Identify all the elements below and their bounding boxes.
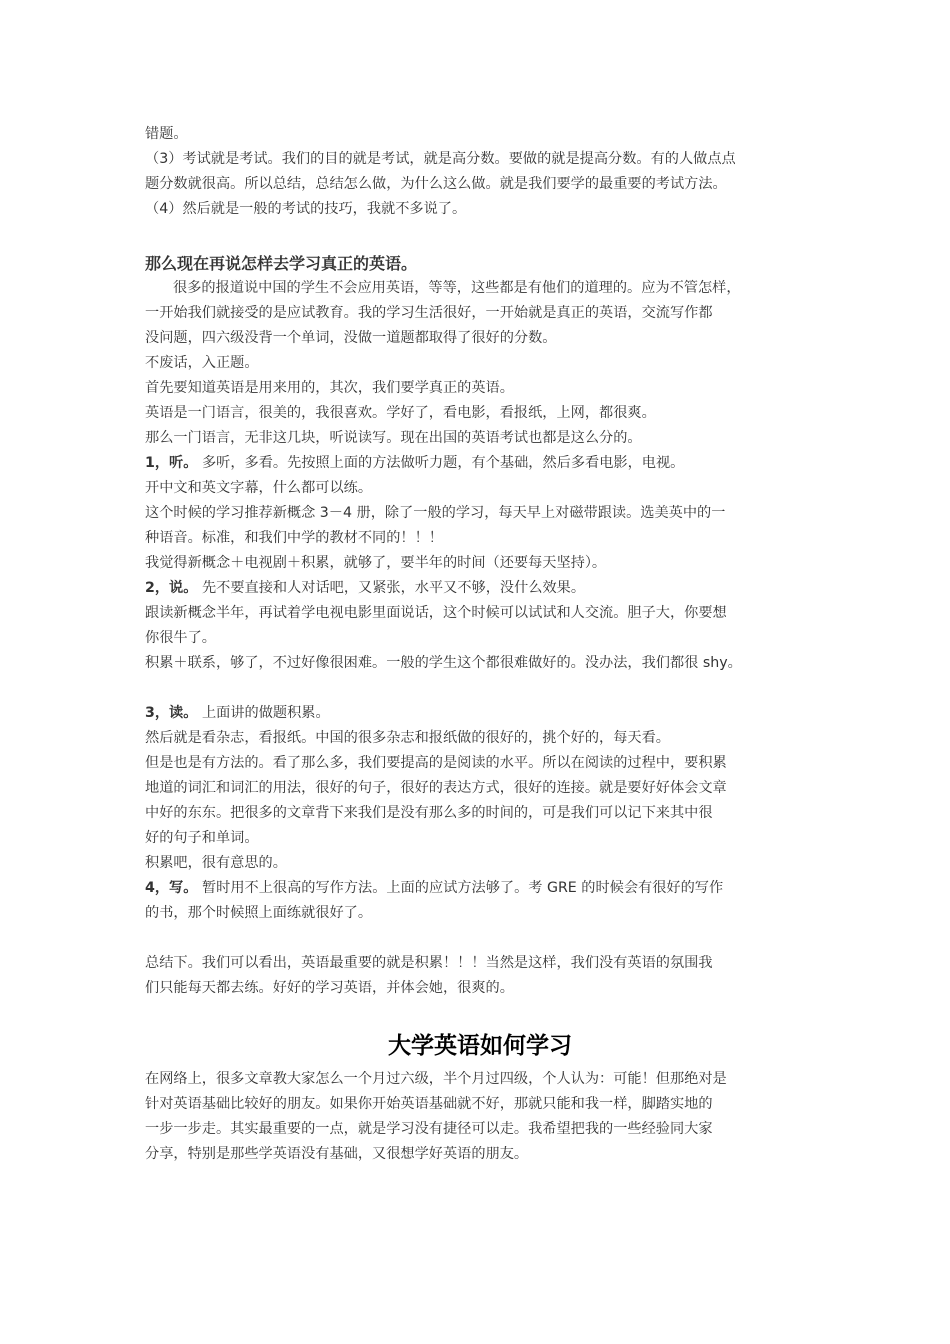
speak-line: [145, 576, 815, 601]
text-line: 地道的词汇和词汇的用法，很好的句子，很好的表达方式，很好的连接。就是要好好体会文章: [145, 780, 727, 796]
spacer: [145, 676, 815, 701]
text-line: 一步一步走。其实最重要的一点，就是学习没有捷径可以走。我希望把我的一些经验同大家: [145, 1121, 713, 1137]
text-line: 你很牛了。: [145, 630, 216, 646]
text-line: 错题。: [145, 126, 188, 142]
text-line: （3）考试就是考试。我们的目的就是考试，就是高分数。要做的就是提高分数。有的人做点点: [145, 151, 736, 167]
text-line: 中好的东东。把很多的文章背下来我们是没有那么多的时间的，可是我们可以记下来其中很: [145, 805, 713, 821]
text-line: 然后就是看杂志，看报纸。中国的很多杂志和报纸做的很好的，挑个好的，每天看。: [145, 730, 670, 746]
text-line: 积累＋联系，够了，不过好像很困难。一般的学生这个都很难做好的。没办法，我们都很 shy。: [145, 655, 742, 671]
read-label: 3，读。: [145, 705, 198, 721]
write-line: [145, 876, 815, 901]
write-text: 暂时用不上很高的写作方法。上面的应试方法够了。考 GRE 的时候会有很好的写作: [197, 880, 724, 896]
text-line: 那么一门语言，无非这几块，听说读写。现在出国的英语考试也都是这么分的。: [145, 430, 642, 446]
text-line: 在网络上，很多文章教大家怎么一个月过六级，半个月过四级，个人认为：可能！但那绝对是: [145, 1071, 727, 1087]
read-line: [145, 701, 815, 726]
spacer: [145, 926, 815, 951]
text-line: 的书，那个时候照上面练就很好了。: [145, 905, 373, 921]
spacer: [145, 222, 815, 247]
text-line: 分享，特别是那些学英语没有基础，又很想学好英语的朋友。: [145, 1146, 529, 1162]
document-body: [145, 122, 815, 1167]
write-label: 4，写。: [145, 880, 198, 896]
text-line: 这个时候的学习推荐新概念 3－4 册，除了一般的学习，每天早上对磁带跟读。选美英中的一: [145, 505, 726, 521]
listen-label: 1，听。: [145, 455, 198, 471]
speak-text: 先不要直接和人对话吧，又紧张，水平又不够，没什么效果。: [197, 580, 586, 596]
text-line: 积累吧，很有意思的。: [145, 855, 287, 871]
text-line: 没问题，四六级没背一个单词，没做一道题都取得了很好的分数。: [145, 330, 557, 346]
text-line: 不废话，入正题。: [145, 355, 259, 371]
text-line: 针对英语基础比较好的朋友。如果你开始英语基础就不好，那就只能和我一样，脚踏实地的: [145, 1096, 713, 1112]
text-line: 总结下。我们可以看出，英语最重要的就是积累！！！当然是这样，我们没有英语的氛围我: [145, 955, 713, 971]
text-line: 首先要知道英语是用来用的，其次，我们要学真正的英语。: [145, 380, 514, 396]
speak-label: 2，说。: [145, 580, 198, 596]
listen-text: 多听，多看。先按照上面的方法做听力题，有个基础，然后多看电影，电视。: [197, 455, 685, 471]
text-line: 好的句子和单词。: [145, 830, 259, 846]
read-text: 上面讲的做题积累。: [197, 705, 330, 721]
text-line: 很多的报道说中国的学生不会应用英语，等等，这些都是有他们的道理的。应为不管怎样，: [173, 280, 741, 296]
text-line: 但是也是有方法的。看了那么多，我们要提高的是阅读的水平。所以在阅读的过程中，要积累: [145, 755, 727, 771]
text-line: 开中文和英文字幕，什么都可以练。: [145, 480, 373, 496]
text-line: 们只能每天都去练。好好的学习英语，并体会她，很爽的。: [145, 980, 514, 996]
listen-line: [145, 451, 815, 476]
article-title: 大学英语如何学习: [388, 1032, 572, 1059]
text-line: 跟读新概念半年，再试着学电视电影里面说话，这个时候可以试试和人交流。胆子大，你要想: [145, 605, 727, 621]
text-line: 英语是一门语言，很美的，我很喜欢。学好了，看电影，看报纸，上网，都很爽。: [145, 405, 656, 421]
text-line: （4）然后就是一般的考试的技巧，我就不多说了。: [145, 201, 467, 217]
section-heading: 那么现在再说怎样去学习真正的英语。: [145, 254, 418, 273]
text-line: 我觉得新概念＋电视剧＋积累，就够了，要半年的时间（还要每天坚持）。: [145, 555, 607, 571]
text-line: 种语音。标准，和我们中学的教材不同的！！！: [145, 530, 443, 546]
text-line: 题分数就很高。所以总结，总结怎么做，为什么这么做。就是我们要学的最重要的考试方法。: [145, 176, 727, 192]
text-line: 一开始我们就接受的是应试教育。我的学习生活很好，一开始就是真正的英语，交流写作都: [145, 305, 713, 321]
